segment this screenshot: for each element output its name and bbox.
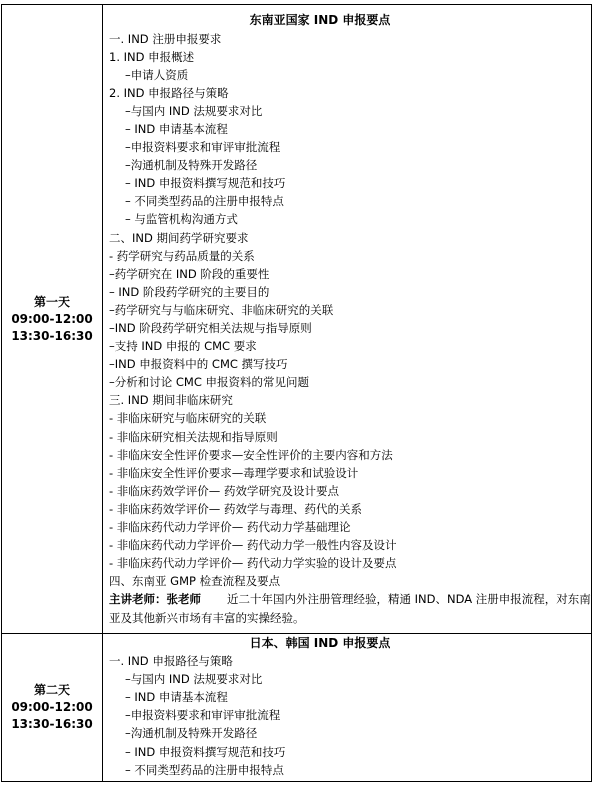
- lecturer-description: 近二十年国内外注册管理经验，精通 IND、NDA 注册申报流程，对东南亚及其他新兴市场有丰富的实操经验。: [109, 592, 591, 625]
- list-item: –沟通机制及特殊开发路径: [125, 158, 258, 173]
- list-item: – 与监管机构沟通方式: [125, 212, 238, 227]
- list-item: - 非临床药代动力学评价— 药代动力学基础理论: [109, 520, 351, 535]
- list-item: –与国内 IND 法规要求对比: [125, 672, 263, 687]
- list-item: –沟通机制及特殊开发路径: [125, 726, 258, 741]
- list-item: - 非临床安全性评价要求—毒理学要求和试验设计: [109, 465, 359, 480]
- section-heading: 三. IND 期间非临床研究: [109, 393, 233, 408]
- list-item: – IND 申报资料撰写规范和技巧: [125, 744, 286, 759]
- section-heading: 一. IND 注册申报要求: [109, 31, 222, 46]
- list-item: - 药学研究与药品质量的关系: [109, 248, 255, 263]
- list-item: –支持 IND 申报的 CMC 要求: [109, 339, 257, 354]
- day1-title: 东南亚国家 IND 申报要点: [249, 13, 391, 28]
- sub-heading: 2. IND 申报路径与策略: [109, 85, 229, 100]
- list-item: –与国内 IND 法规要求对比: [125, 103, 263, 118]
- day1-cell: [2, 5, 103, 634]
- list-item: - 非临床研究与临床研究的关联: [109, 411, 267, 426]
- sub-heading: 1. IND 申报概述: [109, 49, 195, 64]
- list-item: – 不同类型药品的注册申报特点: [125, 194, 284, 209]
- list-item: - 非临床药代动力学评价— 药代动力学一般性内容及设计: [109, 538, 397, 553]
- day2-title: 日本、韩国 IND 申报要点: [249, 636, 391, 650]
- list-item: –分析和讨论 CMC 申报资料的常见问题: [109, 375, 310, 390]
- list-item: – 不同类型药品的注册申报特点: [125, 762, 284, 777]
- day2-content: [103, 634, 592, 782]
- list-item: - 非临床药效学评价— 药效学与毒理、药代的关系: [109, 501, 362, 516]
- section-heading: 四、东南亚 GMP 检查流程及要点: [109, 574, 281, 589]
- list-item: – IND 申请基本流程: [125, 121, 228, 136]
- list-item: –申请人资质: [125, 67, 189, 82]
- list-item: –药学研究与与临床研究、非临床研究的关联: [109, 302, 334, 317]
- schedule-table: [1, 4, 592, 782]
- day2-cell: [2, 634, 103, 782]
- list-item: - 非临床安全性评价要求—安全性评价的主要内容和方法: [109, 447, 393, 462]
- list-item: – IND 申报资料撰写规范和技巧: [125, 176, 286, 191]
- lecturer-info: [109, 590, 591, 626]
- section-heading: 一. IND 申报路径与策略: [109, 654, 233, 669]
- day1-time-morning: 09:00-12:00: [11, 311, 93, 326]
- list-item: –药学研究在 IND 阶段的重要性: [109, 266, 270, 281]
- day1-content: [103, 5, 592, 634]
- list-item: - 非临床药效学评价— 药效学研究及设计要点: [109, 483, 339, 498]
- list-item: - 非临床药代动力学评价— 药代动力学实验的设计及要点: [109, 556, 397, 571]
- list-item: –IND 申报资料中的 CMC 撰写技巧: [109, 357, 288, 372]
- day1-row: [2, 5, 592, 634]
- day2-label: 第二天: [33, 683, 70, 697]
- list-item: –申报资料要求和审评审批流程: [125, 140, 281, 155]
- day2-time-afternoon: 13:30-16:30: [11, 717, 93, 731]
- day1-label: 第一天: [33, 294, 70, 309]
- section-heading: 二、IND 期间药学研究要求: [109, 230, 249, 245]
- day2-row: [2, 634, 592, 782]
- list-item: - 非临床研究相关法规和指导原则: [109, 429, 278, 444]
- list-item: – IND 申请基本流程: [125, 690, 228, 705]
- list-item: – IND 阶段药学研究的主要目的: [109, 284, 270, 299]
- list-item: –IND 阶段药学研究相关法规与指导原则: [109, 321, 312, 335]
- lecturer-label: 主讲老师：张老师: [109, 592, 201, 607]
- day2-time-morning: 09:00-12:00: [11, 700, 93, 714]
- list-item: –申报资料要求和审评审批流程: [125, 708, 281, 723]
- day1-time-afternoon: 13:30-16:30: [11, 328, 93, 343]
